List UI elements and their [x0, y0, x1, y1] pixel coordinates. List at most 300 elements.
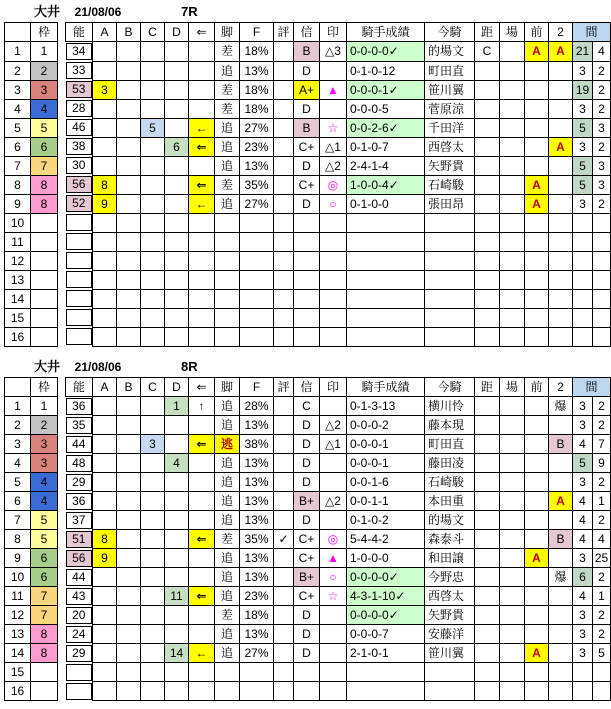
cell-b[interactable]: [117, 644, 141, 663]
header-nou[interactable]: 能: [66, 377, 93, 396]
cell-jockey-name[interactable]: [425, 251, 475, 270]
cell-arrow[interactable]: ⇐: [189, 530, 215, 549]
cell-row-number[interactable]: 4: [5, 99, 31, 118]
cell-interval-1[interactable]: [573, 270, 593, 289]
cell-frame[interactable]: 8: [31, 194, 58, 213]
cell-interval-1[interactable]: [573, 251, 593, 270]
cell-two[interactable]: [549, 308, 573, 327]
cell-ability[interactable]: [66, 473, 93, 492]
cell-ability[interactable]: [66, 492, 93, 511]
cell-row-number[interactable]: 2: [5, 416, 31, 435]
cell-d[interactable]: [165, 251, 189, 270]
cell-mark[interactable]: ○: [320, 568, 347, 587]
cell-d[interactable]: [165, 61, 189, 80]
cell-distance[interactable]: [475, 213, 500, 232]
cell-prev[interactable]: [525, 511, 549, 530]
cell-arrow[interactable]: [189, 308, 215, 327]
header-kyo[interactable]: 距: [475, 377, 500, 396]
cell-mark[interactable]: [320, 327, 347, 346]
cell-two[interactable]: 爆: [549, 568, 573, 587]
cell-prev[interactable]: [525, 663, 549, 682]
cell-d[interactable]: [165, 435, 189, 454]
cell-a[interactable]: [93, 327, 117, 346]
cell-jockey-record[interactable]: 0-0-1-1: [347, 492, 425, 511]
cell-running-style[interactable]: [215, 327, 240, 346]
cell-frame[interactable]: [31, 270, 58, 289]
cell-eval-check[interactable]: [274, 80, 294, 99]
cell-b[interactable]: [117, 42, 141, 62]
cell-a[interactable]: [93, 251, 117, 270]
cell-f-percent[interactable]: 18%: [240, 606, 274, 625]
cell-ability[interactable]: [66, 435, 93, 454]
cell-mark[interactable]: ▲: [320, 549, 347, 568]
cell-jockey-record[interactable]: 0-0-0-0✓: [347, 606, 425, 625]
cell-venue-col[interactable]: [500, 232, 525, 251]
cell-distance[interactable]: [475, 587, 500, 606]
cell-jockey-name[interactable]: 今野忠: [425, 568, 475, 587]
cell-jockey-name[interactable]: 森泰斗: [425, 530, 475, 549]
cell-a[interactable]: [93, 473, 117, 492]
cell-f-percent[interactable]: 13%: [240, 61, 274, 80]
cell-frame[interactable]: 7: [31, 587, 58, 606]
cell-a[interactable]: [93, 118, 117, 137]
cell-f-percent[interactable]: 13%: [240, 625, 274, 644]
cell-f-percent[interactable]: 35%: [240, 175, 274, 194]
cell-running-style[interactable]: 逃: [215, 435, 240, 454]
cell-eval-check[interactable]: [274, 251, 294, 270]
cell-d[interactable]: [165, 549, 189, 568]
cell-venue-col[interactable]: [500, 42, 525, 62]
cell-c[interactable]: [141, 606, 165, 625]
cell-ability[interactable]: [66, 663, 93, 682]
cell-interval-2[interactable]: 2: [593, 606, 611, 625]
cell-a[interactable]: [93, 682, 117, 701]
cell-a[interactable]: [93, 308, 117, 327]
cell-ability[interactable]: [66, 644, 93, 663]
cell-f-percent[interactable]: [240, 682, 274, 701]
cell-confidence[interactable]: C+: [294, 587, 320, 606]
cell-running-style[interactable]: 差: [215, 80, 240, 99]
cell-two[interactable]: A: [549, 137, 573, 156]
cell-row-number[interactable]: 2: [5, 61, 31, 80]
cell-confidence[interactable]: [294, 270, 320, 289]
cell-row-number[interactable]: 10: [5, 213, 31, 232]
cell-a[interactable]: [93, 492, 117, 511]
cell-ability[interactable]: [66, 175, 93, 194]
cell-d[interactable]: [165, 416, 189, 435]
cell-confidence[interactable]: B: [294, 42, 320, 62]
header-a[interactable]: A: [93, 377, 117, 396]
cell-ability[interactable]: [66, 549, 93, 568]
cell-jockey-record[interactable]: 1-0-0-0: [347, 549, 425, 568]
cell-running-style[interactable]: 追: [215, 194, 240, 213]
cell-running-style[interactable]: 追: [215, 454, 240, 473]
cell-two[interactable]: [549, 416, 573, 435]
cell-confidence[interactable]: B: [294, 118, 320, 137]
cell-b[interactable]: [117, 663, 141, 682]
header-two[interactable]: 2: [549, 23, 573, 42]
cell-b[interactable]: [117, 416, 141, 435]
cell-interval-2[interactable]: [593, 663, 611, 682]
cell-row-number[interactable]: 16: [5, 327, 31, 346]
cell-two[interactable]: [549, 625, 573, 644]
cell-interval-1[interactable]: 3: [573, 473, 593, 492]
cell-row-number[interactable]: 3: [5, 80, 31, 99]
cell-interval-1[interactable]: 3: [573, 416, 593, 435]
cell-confidence[interactable]: D: [294, 511, 320, 530]
cell-jockey-record[interactable]: 0-0-0-1: [347, 435, 425, 454]
cell-a[interactable]: 3: [93, 80, 117, 99]
cell-a[interactable]: [93, 625, 117, 644]
cell-frame[interactable]: 3: [31, 80, 58, 99]
cell-two[interactable]: [549, 663, 573, 682]
cell-confidence[interactable]: C+: [294, 530, 320, 549]
cell-b[interactable]: [117, 175, 141, 194]
cell-confidence[interactable]: D: [294, 156, 320, 175]
cell-distance[interactable]: [475, 99, 500, 118]
header-waku[interactable]: 枠: [31, 377, 58, 396]
cell-b[interactable]: [117, 251, 141, 270]
cell-interval-2[interactable]: 2: [593, 61, 611, 80]
cell-jockey-name[interactable]: 笹川翼: [425, 644, 475, 663]
cell-interval-1[interactable]: [573, 232, 593, 251]
cell-frame[interactable]: 5: [31, 530, 58, 549]
cell-prev[interactable]: [525, 61, 549, 80]
cell-venue-col[interactable]: [500, 99, 525, 118]
cell-d[interactable]: 11: [165, 587, 189, 606]
cell-venue-col[interactable]: [500, 175, 525, 194]
cell-prev[interactable]: [525, 118, 549, 137]
cell-jockey-record[interactable]: 0-0-0-7: [347, 625, 425, 644]
cell-row-number[interactable]: 4: [5, 454, 31, 473]
cell-row-number[interactable]: 12: [5, 251, 31, 270]
cell-b[interactable]: [117, 308, 141, 327]
cell-venue-col[interactable]: [500, 492, 525, 511]
header-ashi[interactable]: 脚: [215, 377, 240, 396]
header-kishu[interactable]: 騎手成績: [347, 23, 425, 42]
cell-row-number[interactable]: 9: [5, 549, 31, 568]
cell-two[interactable]: [549, 251, 573, 270]
cell-d[interactable]: [165, 568, 189, 587]
cell-jockey-record[interactable]: 0-0-1-6: [347, 473, 425, 492]
cell-ability[interactable]: [66, 289, 93, 308]
cell-c[interactable]: [141, 416, 165, 435]
cell-interval-1[interactable]: 4: [573, 492, 593, 511]
cell-interval-1[interactable]: 4: [573, 435, 593, 454]
cell-venue-col[interactable]: [500, 644, 525, 663]
cell-confidence[interactable]: D: [294, 435, 320, 454]
cell-arrow[interactable]: ←: [189, 194, 215, 213]
cell-row-number[interactable]: 1: [5, 42, 31, 62]
header-c[interactable]: C: [141, 377, 165, 396]
cell-row-number[interactable]: 11: [5, 587, 31, 606]
header-mae[interactable]: 前: [525, 23, 549, 42]
cell-distance[interactable]: [475, 327, 500, 346]
cell-two[interactable]: A: [549, 492, 573, 511]
cell-interval-2[interactable]: 2: [593, 99, 611, 118]
cell-frame[interactable]: 5: [31, 511, 58, 530]
cell-confidence[interactable]: C+: [294, 549, 320, 568]
cell-two[interactable]: [549, 61, 573, 80]
cell-b[interactable]: [117, 454, 141, 473]
cell-c[interactable]: [141, 492, 165, 511]
header-b[interactable]: B: [117, 23, 141, 42]
cell-running-style[interactable]: 差: [215, 606, 240, 625]
cell-f-percent[interactable]: 35%: [240, 530, 274, 549]
cell-c[interactable]: [141, 80, 165, 99]
cell-jockey-record[interactable]: [347, 682, 425, 701]
cell-eval-check[interactable]: [274, 625, 294, 644]
cell-confidence[interactable]: [294, 663, 320, 682]
cell-interval-2[interactable]: [593, 308, 611, 327]
cell-eval-check[interactable]: [274, 99, 294, 118]
cell-arrow[interactable]: [189, 327, 215, 346]
cell-jockey-record[interactable]: 0-0-0-5: [347, 99, 425, 118]
cell-row-number[interactable]: 5: [5, 118, 31, 137]
cell-jockey-name[interactable]: [425, 663, 475, 682]
cell-mark[interactable]: ◎: [320, 175, 347, 194]
cell-distance[interactable]: [475, 549, 500, 568]
cell-arrow[interactable]: ←: [189, 118, 215, 137]
cell-eval-check[interactable]: [274, 549, 294, 568]
cell-eval-check[interactable]: [274, 568, 294, 587]
cell-f-percent[interactable]: 18%: [240, 99, 274, 118]
header-c[interactable]: C: [141, 23, 165, 42]
cell-jockey-record[interactable]: 0-0-0-1: [347, 454, 425, 473]
cell-d[interactable]: [165, 473, 189, 492]
cell-d[interactable]: 1: [165, 396, 189, 416]
cell-interval-2[interactable]: 2: [593, 625, 611, 644]
cell-running-style[interactable]: [215, 251, 240, 270]
cell-c[interactable]: [141, 682, 165, 701]
cell-a[interactable]: [93, 232, 117, 251]
cell-arrow[interactable]: ↑: [189, 396, 215, 416]
cell-a[interactable]: [93, 289, 117, 308]
cell-c[interactable]: 5: [141, 118, 165, 137]
cell-running-style[interactable]: 追: [215, 644, 240, 663]
cell-b[interactable]: [117, 156, 141, 175]
cell-mark[interactable]: ▲: [320, 80, 347, 99]
cell-confidence[interactable]: D: [294, 625, 320, 644]
cell-mark[interactable]: △1: [320, 137, 347, 156]
cell-running-style[interactable]: 追: [215, 396, 240, 416]
cell-running-style[interactable]: 追: [215, 625, 240, 644]
cell-confidence[interactable]: C+: [294, 137, 320, 156]
cell-mark[interactable]: △2: [320, 416, 347, 435]
cell-f-percent[interactable]: 28%: [240, 396, 274, 416]
cell-jockey-record[interactable]: 0-0-0-0✓: [347, 42, 425, 62]
cell-two[interactable]: [549, 270, 573, 289]
header-b[interactable]: B: [117, 377, 141, 396]
cell-ability[interactable]: [66, 625, 93, 644]
cell-interval-1[interactable]: 21: [573, 42, 593, 62]
cell-arrow[interactable]: [189, 270, 215, 289]
cell-a[interactable]: [93, 606, 117, 625]
header-d[interactable]: D: [165, 377, 189, 396]
cell-prev[interactable]: A: [525, 549, 549, 568]
cell-a[interactable]: [93, 568, 117, 587]
cell-f-percent[interactable]: 13%: [240, 473, 274, 492]
cell-interval-1[interactable]: 4: [573, 587, 593, 606]
cell-jockey-record[interactable]: 5-4-4-2: [347, 530, 425, 549]
cell-a[interactable]: [93, 156, 117, 175]
cell-arrow[interactable]: [189, 213, 215, 232]
cell-interval-2[interactable]: 2: [593, 396, 611, 416]
cell-ability[interactable]: [66, 396, 93, 416]
cell-two[interactable]: [549, 644, 573, 663]
cell-ability[interactable]: [66, 232, 93, 251]
cell-jockey-name[interactable]: 石崎駿: [425, 473, 475, 492]
cell-jockey-name[interactable]: 的場文: [425, 42, 475, 62]
cell-two[interactable]: [549, 289, 573, 308]
cell-interval-1[interactable]: [573, 308, 593, 327]
cell-d[interactable]: [165, 663, 189, 682]
cell-distance[interactable]: [475, 435, 500, 454]
cell-jockey-record[interactable]: 0-0-0-2: [347, 416, 425, 435]
cell-c[interactable]: [141, 663, 165, 682]
cell-jockey-record[interactable]: 0-0-0-0✓: [347, 568, 425, 587]
cell-c[interactable]: [141, 156, 165, 175]
cell-f-percent[interactable]: 13%: [240, 492, 274, 511]
cell-c[interactable]: [141, 232, 165, 251]
cell-frame[interactable]: 4: [31, 99, 58, 118]
header-imaki[interactable]: 今騎: [425, 377, 475, 396]
cell-interval-1[interactable]: 5: [573, 156, 593, 175]
cell-row-number[interactable]: 6: [5, 137, 31, 156]
cell-mark[interactable]: [320, 99, 347, 118]
cell-eval-check[interactable]: [274, 473, 294, 492]
cell-distance[interactable]: [475, 492, 500, 511]
header-ashi[interactable]: 脚: [215, 23, 240, 42]
cell-venue-col[interactable]: [500, 416, 525, 435]
cell-confidence[interactable]: D: [294, 416, 320, 435]
cell-venue-col[interactable]: [500, 435, 525, 454]
cell-eval-check[interactable]: [274, 663, 294, 682]
cell-c[interactable]: [141, 175, 165, 194]
cell-c[interactable]: [141, 308, 165, 327]
header-num[interactable]: [5, 377, 31, 396]
cell-jockey-name[interactable]: 矢野貴: [425, 156, 475, 175]
cell-ability[interactable]: [66, 308, 93, 327]
cell-confidence[interactable]: D: [294, 61, 320, 80]
cell-ability[interactable]: [66, 42, 93, 62]
header-mae[interactable]: 前: [525, 377, 549, 396]
cell-ability[interactable]: [66, 327, 93, 346]
cell-b[interactable]: [117, 396, 141, 416]
cell-running-style[interactable]: 追: [215, 61, 240, 80]
cell-b[interactable]: [117, 511, 141, 530]
cell-jockey-record[interactable]: [347, 663, 425, 682]
cell-c[interactable]: [141, 511, 165, 530]
cell-eval-check[interactable]: [274, 435, 294, 454]
header-aida[interactable]: 間: [573, 23, 611, 42]
cell-c[interactable]: [141, 137, 165, 156]
cell-interval-2[interactable]: 2: [593, 137, 611, 156]
header-waku[interactable]: 枠: [31, 23, 58, 42]
cell-two[interactable]: [549, 175, 573, 194]
cell-two[interactable]: [549, 549, 573, 568]
cell-d[interactable]: [165, 606, 189, 625]
cell-a[interactable]: [93, 511, 117, 530]
cell-row-number[interactable]: 9: [5, 194, 31, 213]
cell-arrow[interactable]: [189, 232, 215, 251]
cell-ability[interactable]: [66, 194, 93, 213]
cell-mark[interactable]: [320, 625, 347, 644]
cell-jockey-name[interactable]: 横川怜: [425, 396, 475, 416]
cell-d[interactable]: [165, 156, 189, 175]
cell-interval-2[interactable]: 25: [593, 549, 611, 568]
cell-a[interactable]: [93, 396, 117, 416]
header-two[interactable]: 2: [549, 377, 573, 396]
cell-distance[interactable]: C: [475, 42, 500, 62]
cell-a[interactable]: 8: [93, 530, 117, 549]
header-kishu[interactable]: 騎手成績: [347, 377, 425, 396]
cell-two[interactable]: [549, 118, 573, 137]
cell-distance[interactable]: [475, 625, 500, 644]
cell-prev[interactable]: [525, 156, 549, 175]
cell-confidence[interactable]: [294, 289, 320, 308]
cell-prev[interactable]: [525, 530, 549, 549]
cell-row-number[interactable]: 16: [5, 682, 31, 701]
cell-f-percent[interactable]: 27%: [240, 118, 274, 137]
cell-f-percent[interactable]: 13%: [240, 511, 274, 530]
cell-mark[interactable]: [320, 644, 347, 663]
cell-frame[interactable]: [31, 289, 58, 308]
cell-b[interactable]: [117, 606, 141, 625]
cell-c[interactable]: [141, 194, 165, 213]
cell-distance[interactable]: [475, 644, 500, 663]
cell-arrow[interactable]: [189, 416, 215, 435]
header-a[interactable]: A: [93, 23, 117, 42]
cell-d[interactable]: [165, 42, 189, 62]
cell-arrow[interactable]: ⇐: [189, 175, 215, 194]
cell-two[interactable]: [549, 99, 573, 118]
cell-jockey-name[interactable]: [425, 682, 475, 701]
cell-interval-2[interactable]: 3: [593, 156, 611, 175]
cell-confidence[interactable]: [294, 682, 320, 701]
cell-ability[interactable]: [66, 251, 93, 270]
cell-venue-col[interactable]: [500, 137, 525, 156]
cell-frame[interactable]: [31, 232, 58, 251]
cell-venue-col[interactable]: [500, 606, 525, 625]
cell-c[interactable]: [141, 327, 165, 346]
cell-jockey-name[interactable]: 藤田凌: [425, 454, 475, 473]
cell-b[interactable]: [117, 289, 141, 308]
cell-mark[interactable]: [320, 232, 347, 251]
cell-jockey-record[interactable]: [347, 289, 425, 308]
cell-d[interactable]: 6: [165, 137, 189, 156]
cell-row-number[interactable]: 14: [5, 289, 31, 308]
cell-interval-1[interactable]: 3: [573, 644, 593, 663]
cell-ability[interactable]: [66, 270, 93, 289]
cell-eval-check[interactable]: [274, 289, 294, 308]
cell-frame[interactable]: 3: [31, 454, 58, 473]
cell-a[interactable]: [93, 270, 117, 289]
cell-frame[interactable]: 1: [31, 42, 58, 62]
cell-frame[interactable]: 2: [31, 416, 58, 435]
cell-venue-col[interactable]: [500, 289, 525, 308]
cell-jockey-name[interactable]: [425, 289, 475, 308]
cell-prev[interactable]: [525, 251, 549, 270]
cell-jockey-record[interactable]: 0-1-0-12: [347, 61, 425, 80]
cell-jockey-record[interactable]: [347, 232, 425, 251]
header-hyou[interactable]: 評: [274, 377, 294, 396]
cell-mark[interactable]: △3: [320, 42, 347, 62]
cell-frame[interactable]: 6: [31, 137, 58, 156]
cell-distance[interactable]: [475, 194, 500, 213]
cell-interval-2[interactable]: 4: [593, 42, 611, 62]
cell-arrow[interactable]: ←: [189, 644, 215, 663]
